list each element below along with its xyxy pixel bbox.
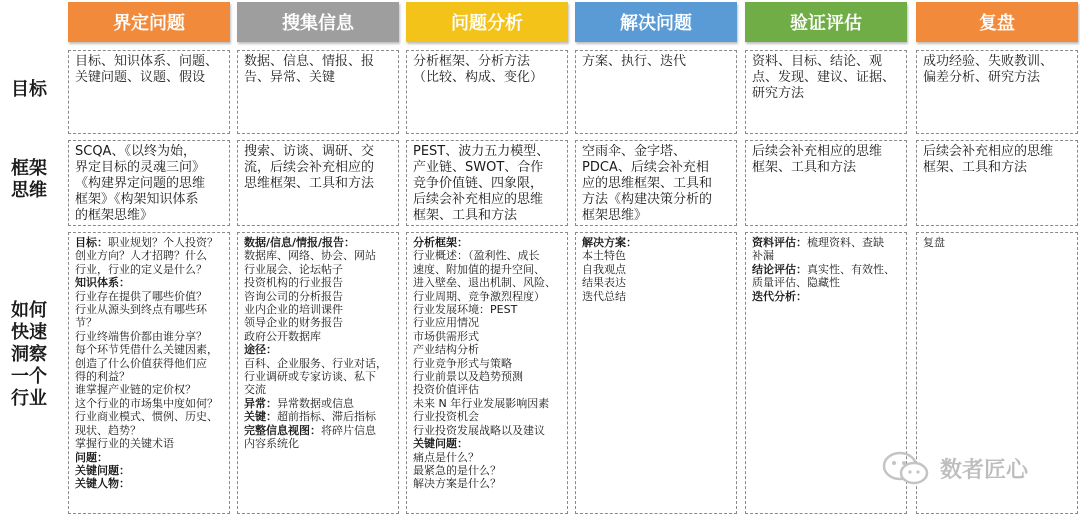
cell-line: 掌握行业的关键术语	[75, 437, 174, 451]
cell-line: 数据库、网络、协会、网站	[244, 249, 376, 263]
watermark-text: 数者匠心	[940, 457, 1029, 483]
cell-line: 行业周期、竞争激烈程度）	[413, 289, 545, 303]
row-label	[0, 290, 58, 420]
cell-line: 得的利益？	[75, 370, 130, 384]
cell-line: 成功经验、失败教训、	[923, 54, 1054, 69]
cell-line: 资料、目标、结论、观	[752, 54, 883, 69]
cell-line	[244, 424, 392, 437]
cell-line-keyword: 问题：	[75, 450, 108, 464]
cell-line: 流，后续会补充相应的	[244, 160, 375, 175]
cell-line: PDCA、后续会补充相	[582, 160, 709, 175]
cell-line: 咨询公司的分析报告	[244, 289, 343, 303]
grid-cell	[575, 140, 737, 226]
cell-line: 搜索、访谈、调研、交	[244, 144, 375, 159]
cell-line: 行业商业模式、惯例、历史、	[75, 410, 218, 424]
cell-line: 节？	[75, 316, 97, 330]
column-header: 界定问题	[68, 2, 230, 42]
cell-line: 行业投资机会	[413, 410, 479, 424]
cell-line: 速度、附加值的提升空间、	[413, 262, 545, 276]
cell-line: 百科、企业服务、行业对话，	[244, 356, 387, 370]
cell-line: 框架、工具和方法	[752, 160, 857, 175]
cell-line: （比较、构成、变化）	[413, 70, 544, 85]
cell-line-keyword: 迭代分析：	[752, 289, 807, 303]
cell-line: 告、异常、关键	[244, 70, 336, 85]
cell-line: 后续会补充相应的思维	[413, 192, 544, 207]
cell-line: 《构建界定问题的思维	[75, 176, 206, 191]
cell-line: 方案、执行、迭代	[582, 54, 687, 69]
cell-line: 结果表达	[582, 276, 626, 290]
cell-line: 竞争价值链、四象限，	[413, 176, 544, 191]
cell-line: 框架思维》	[582, 208, 648, 223]
cell-line: 解决方案是什么？	[413, 477, 501, 491]
grid-cell	[406, 50, 568, 134]
cell-line-keyword: 关键问题：	[413, 437, 468, 451]
cell-line: 行业发展环境：PEST	[413, 303, 518, 317]
cell-line: 空雨伞、金字塔、	[582, 144, 687, 159]
cell-line-keyword: 途径：	[244, 343, 277, 357]
column-header: 问题分析	[406, 2, 568, 42]
cell-line	[75, 464, 223, 477]
cell-line	[75, 451, 223, 464]
grid-cell	[575, 232, 737, 514]
cell-line	[752, 263, 900, 276]
cell-line: 复盘	[923, 236, 945, 249]
cell-line-keyword: 数据/信息/情报/报告：	[244, 236, 356, 249]
cell-line-text: 真实性、有效性、	[807, 262, 895, 276]
cell-line	[752, 236, 900, 249]
cell-line: 领导企业的财务报告	[244, 316, 343, 330]
cell-line-keyword: 分析框架：	[413, 236, 468, 249]
cell-line: 目标、知识体系、问题、	[75, 54, 219, 69]
row-label-line: 思维	[11, 180, 47, 201]
grid-cell	[68, 232, 230, 514]
cell-line: 创造了什么价值获得他们应	[75, 356, 207, 370]
cell-line-text: 异常数据或信息	[277, 396, 354, 410]
cell-line-text: 梳理资料、查缺	[807, 236, 884, 249]
cell-line: 行业投资发展战略以及建议	[413, 423, 545, 437]
cell-line: 每个环节凭借什么关键因素，	[75, 343, 218, 357]
cell-line: 最紧急的是什么？	[413, 463, 501, 477]
grid-cell	[68, 50, 230, 134]
cell-line	[244, 410, 392, 423]
cell-line: 框架》《构架知识体系	[75, 192, 199, 207]
cell-line: 现状、趋势？	[75, 423, 141, 437]
cell-line	[244, 343, 392, 356]
grid-cell	[237, 232, 399, 514]
cell-line-text: 超前指标、滞后指标	[277, 410, 376, 424]
cell-line: 行业前景以及趋势预测	[413, 370, 523, 384]
cell-line: 市场供需形式	[413, 329, 479, 343]
cell-line: 未来 N 年行业发展影响因素	[413, 396, 550, 410]
cell-line-keyword: 资料评估：	[752, 236, 807, 249]
cell-line-keyword: 结论评估：	[752, 262, 807, 276]
column-header: 解决问题	[575, 2, 737, 42]
cell-line	[413, 437, 561, 450]
cell-line: 自我观点	[582, 262, 626, 276]
row-label-line: 一个	[11, 366, 47, 387]
cell-line	[75, 236, 223, 249]
grid-cell	[406, 232, 568, 514]
cell-line: 交流	[244, 383, 266, 397]
column-header: 复盘	[916, 2, 1078, 42]
cell-line: 行业概述：（盈利性、成长	[413, 249, 540, 263]
cell-line: 行业竞争形式与策略	[413, 356, 512, 370]
cell-line: SCQA、《以终为始，	[75, 144, 196, 159]
column-header: 搜集信息	[237, 2, 399, 42]
cell-line: 行业调研或专家访谈、私下	[244, 370, 376, 384]
cell-line: 迭代总结	[582, 289, 626, 303]
cell-line: 行业应用情况	[413, 316, 479, 330]
cell-line	[244, 397, 392, 410]
row-label-line: 行业	[11, 388, 47, 409]
cell-line	[75, 477, 223, 490]
cell-line-keyword: 关键：	[244, 410, 277, 424]
cell-line: 应的思维框架、工具和	[582, 176, 713, 191]
row-label-line: 洞察	[11, 344, 47, 365]
cell-line: 关键问题、议题、假设	[75, 70, 206, 85]
cell-line: 行业，行业的定义是什么？	[75, 262, 207, 276]
cell-line-text: 将碎片信息	[321, 423, 376, 437]
cell-line: 后续会补充相应的思维	[752, 144, 883, 159]
cell-line: 产业链、SWOT、合作	[413, 160, 544, 175]
cell-line: 框架、工具和方法	[413, 208, 518, 223]
cell-line: 方法《构建决策分析的	[582, 192, 713, 207]
grid-cell	[916, 140, 1078, 226]
cell-line: 这个行业的市场集中度如何？	[75, 396, 218, 410]
grid-cell	[745, 140, 907, 226]
row-label-line: 目标	[11, 79, 47, 100]
grid-cell	[68, 140, 230, 226]
cell-line: 行业存在提供了哪些价值？	[75, 289, 207, 303]
cell-line	[244, 236, 392, 249]
cell-line: 业内企业的培训课件	[244, 303, 343, 317]
cell-line	[752, 290, 900, 303]
cell-line: 创业方向？人才招聘？什么	[75, 249, 207, 263]
cell-line	[413, 236, 561, 249]
column-header: 验证评估	[745, 2, 907, 42]
cell-line-keyword: 完整信息视图：	[244, 423, 321, 437]
cell-line: 政府公开数据库	[244, 329, 321, 343]
cell-line	[75, 276, 223, 289]
cell-line: 偏差分析、研究方法	[923, 70, 1041, 85]
grid-cell	[575, 50, 737, 134]
cell-line-keyword: 解决方案：	[582, 236, 637, 249]
grid-cell	[916, 50, 1078, 134]
cell-line: 后续会补充相应的思维	[923, 144, 1054, 159]
cell-line-keyword: 知识体系：	[75, 276, 130, 290]
cell-line: 行业展会、论坛帖子	[244, 262, 343, 276]
cell-line: 质量评估、隐藏性	[752, 276, 840, 290]
cell-line: 进入壁垒、退出机制、风险、	[413, 276, 556, 290]
cell-line: 痛点是什么？	[413, 450, 479, 464]
cell-line-keyword: 目标：	[75, 236, 108, 249]
watermark	[880, 448, 1060, 488]
cell-line-keyword: 异常：	[244, 396, 277, 410]
grid-cell	[745, 50, 907, 134]
cell-line-keyword: 关键人物：	[75, 477, 130, 491]
row-label-line: 快速	[11, 322, 47, 343]
cell-line: 的框架思维》	[75, 208, 154, 223]
cell-line: 框架、工具和方法	[923, 160, 1028, 175]
row-label-line: 框架	[11, 158, 47, 179]
grid-cell	[237, 50, 399, 134]
cell-line: 思维框架、工具和方法	[244, 176, 375, 191]
grid-cell	[406, 140, 568, 226]
cell-line: 行业终端售价都由谁分享？	[75, 329, 207, 343]
cell-line-text: 职业规划？个人投资？	[108, 236, 218, 249]
cell-line: 投资价值评估	[413, 383, 479, 397]
grid-cell	[237, 140, 399, 226]
cell-line: 补漏	[752, 249, 774, 263]
cell-line: PEST、波力五力模型、	[413, 144, 550, 159]
cell-line: 分析框架、分析方法	[413, 54, 531, 69]
cell-line: 研究方法	[752, 86, 805, 101]
cell-line: 内容系统化	[244, 437, 299, 451]
cell-line: 数据、信息、情报、报	[244, 54, 375, 69]
cell-line	[582, 236, 730, 249]
cell-line: 本土特色	[582, 249, 626, 263]
cell-line: 投资机构的行业报告	[244, 276, 343, 290]
row-label	[0, 60, 58, 120]
cell-line: 界定目标的灵魂三问》	[75, 160, 206, 175]
cell-line: 谁掌握产业链的定价权？	[75, 383, 196, 397]
cell-line: 行业从源头到终点有哪些环	[75, 303, 207, 317]
cell-line: 点、发现、建议、证据、	[752, 70, 896, 85]
row-label-line: 如何	[11, 300, 47, 321]
wechat-icon	[880, 448, 934, 488]
cell-line: 产业结构分析	[413, 343, 479, 357]
cell-line-keyword: 关键问题：	[75, 463, 130, 477]
row-label	[0, 150, 58, 210]
